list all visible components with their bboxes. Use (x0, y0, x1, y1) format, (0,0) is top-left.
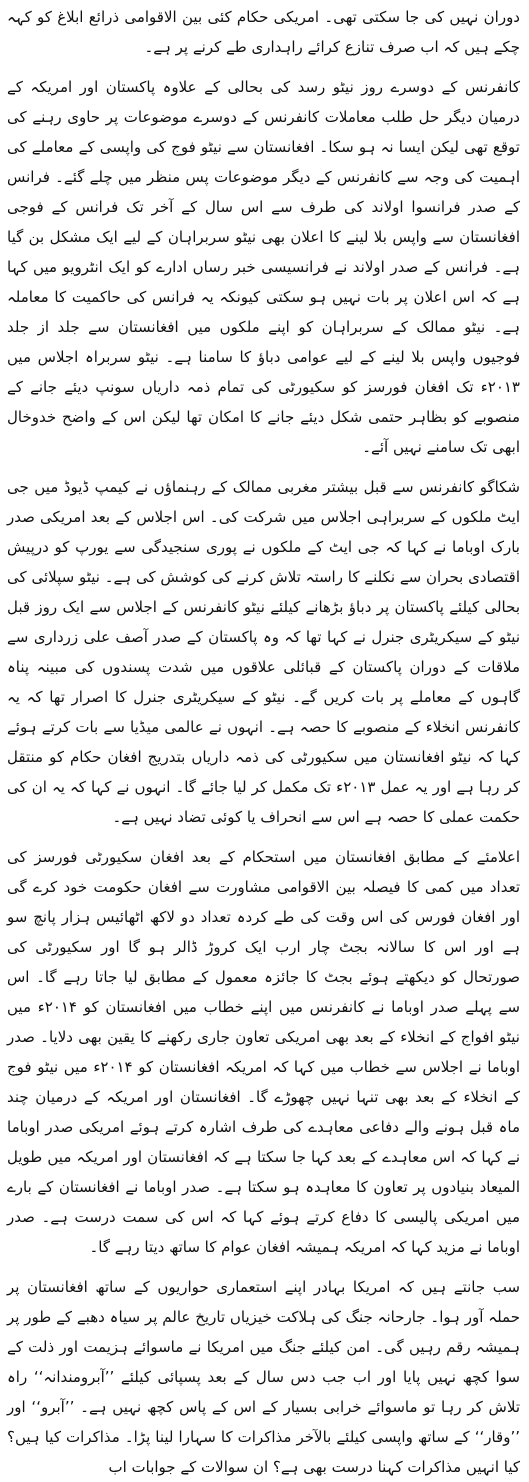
article-paragraph-4: اعلامئے کے مطابق افغانستان میں استحکام کے بعد افغان سکیورٹی فورسز کی تعداد میں کمی کا فیصلہ بین الاقوامی مشاورت سے افغان حکومت خود کرے گی اور افغان فورس کی اس وقت کی طے کردہ تعداد دو لاکھ اٹھائیس ہزار پانچ سو ہے اور اس کا سالانہ بجٹ چار ارب ایک کروڑ ڈالر ہو گا اور سکیورٹی کی صورتحال کو دیکھتے ہوئے بجٹ کا جائزہ معمول کے مطابق لیا جاتا رہے گا۔ اس سے پہلے صدر اوباما نے کانفرنس میں اپنے خطاب میں افغانستان کو ۲۰۱۴ء میں نیٹو افواج کے انخلاء کے بعد بھی امریکی تعاون جاری رکھنے کا یقین بھی دلایا۔ صدر اوباما نے اجلاس سے خطاب میں کہا کہ امریکہ افغانستان کو ۲۰۱۴ء میں نیٹو فوج کے انخلاء کے بعد بھی تنہا نہیں چھوڑے گا۔ افغانستان اور امریکہ کے درمیان چند ماہ قبل ہونے والے دفاعی معاہدے کی طرف اشارہ کرتے ہوئے امریکی صدر اوباما نے کہا کہ اس معاہدے کے بعد کہا جا سکتا ہے کہ افغانستان اور امریکہ میں طویل المیعاد بنیادوں پر تعاون کا معاہدہ ہو سکتا ہے۔ صدر اوباما نے افغانستان کے بارے میں امریکی پالیسی کا دفاع کرتے ہوئے کہا کہ اس کی سمت درست ہے۔ صدر اوباما نے مزید کہا کہ امریکہ ہمیشہ افغان عوام کا ساتھ دیتا رہے گا۔ (7, 848, 521, 1256)
article-paragraph-3: شکاگو کانفرنس سے قبل بیشتر مغربی ممالک کے رہنماؤں نے کیمپ ڈیوڈ میں جی ایٹ ملکوں کے سربراہی اجلاس میں شرکت کی۔ اس اجلاس کے بعد امریکی صدر بارک اوباما نے کہا کہ جی ایٹ کے ملکوں نے پوری سنجیدگی سے یورپ کو درپیش اقتصادی بحران سے نکلنے کا راستہ تلاش کرنے کی کوشش کی ہے۔ نیٹو سپلائی کی بحالی کیلئے پاکستان پر دباؤ بڑھانے کیلئے نیٹو کانفرنس کے اجلاس سے ایک روز قبل نیٹو کے سیکریٹری جنرل نے کہا تھا کہ وہ پاکستان کے صدر آصف علی زرداری سے ملاقات کے دوران پاکستان کے قبائلی علاقوں میں شدت پسندوں کی مبینہ پناہ گاہوں کے معاملے پر بات کریں گے۔ نیٹو کے سیکریٹری جنرل کا اصرار تھا کہ یہ کانفرنس انخلاء کے منصوبے کا حصہ ہے۔ انہوں نے عالمی میڈیا سے بات کرتے ہوئے کہا کہ نیٹو افغانستان میں سکیورٹی کی ذمہ داریاں بتدریج افغان حکام کو منتقل کر رہا ہے اور یہ عمل ۲۰۱۳ء تک مکمل کر لیا جائے گا۔ انہوں نے کہا کہ یہ ان کی حکمت عملی کا حصہ ہے اس سے انحراف یا کوئی تضاد نہیں ہے۔ (7, 478, 520, 826)
article-paragraph-2: کانفرنس کے دوسرے روز نیٹو رسد کی بحالی کے علاوہ پاکستان اور امریکہ کے درمیان دیگر حل طلب معاملات کانفرنس کے دوسرے موضوعات پر حاوی رہنے کی توقع تھی لیکن ایسا نہ ہو سکا۔ افغانستان سے نیٹو فوج کی واپسی کے معاملے کی اہمیت کی وجہ سے کانفرنس کے دیگر موضوعات پس منظر میں چلے گئے۔ فرانس کے صدر فرانسوا اولاند کی طرف سے اس سال کے آخر تک فرانس کے فوجی افغانستان سے واپس بلا لینے کا اعلان بھی نیٹو سربراہان کے لیے ایک مشکل بن گیا ہے۔ فرانس کے صدر اولاند نے فرانسیسی خبر رساں ادارے کو ایک انٹرویو میں کہا ہے کہ اس اعلان پر بات نہیں ہو سکتی کیونکہ یہ فرانس کی حاکمیت کا معاملہ ہے۔ نیٹو ممالک کے سربراہان کو اپنے ملکوں میں افغانستان سے جلد از جلد فوجیوں واپس بلا لینے کے لیے عوامی دباؤ کا سامنا ہے۔ نیٹو سربراہ اجلاس میں ۲۰۱۳ء تک افغان فورسز کو سکیورٹی کی تمام ذمہ داریاں سونپ دیئے جانے کے منصوبے کو بظاہر حتمی شکل دیئے جانے کا امکان تھا لیکن اس کے واضح خدوخال ابھی تک سامنے نہیں آئے۔ (7, 78, 520, 456)
article-paragraph-5: سب جانتے ہیں کہ امریکا بہادر اپنے استعماری حواریوں کے ساتھ افغانستان پر حملہ آور ہوا۔ جارحانہ جنگ کی ہلاکت خیزیاں تاریخ عالم پر سیاہ دھبے کے طور پر ہمیشہ رقم رہیں گی۔ امن کیلئے جنگ میں امریکا نے ماسوائے ہزیمت اور ذلت کے سوا کچھ نہیں پایا اور اب جب دس سال کے بعد پسپائی کیلئے ’’آبرومندانہ‘‘ راہ تلاش کر رہا تو ماسوائے خرابی بسیار کے اس کے پاس کچھ نہیں ہے۔ ’’آبرو‘‘ اور ’’وقار‘‘ کے ساتھ واپسی کیلئے بالآخر مذاکرات کا سہارا لینا پڑا۔ مذاکرات کیا ہیں؟ کیا انہیں مذاکرات کہنا درست بھی ہے؟ ان سوالات کے جوابات اب (7, 1278, 520, 1476)
article-paragraph-1: دوران نہیں کی جا سکتی تھی۔ امریکی حکام کئی بین الاقوامی ذرائع ابلاغ کو کہہ چکے ہیں کہ اب صرف تنازع کرائے راہداری طے کرنے پر ہے۔ (7, 8, 520, 56)
